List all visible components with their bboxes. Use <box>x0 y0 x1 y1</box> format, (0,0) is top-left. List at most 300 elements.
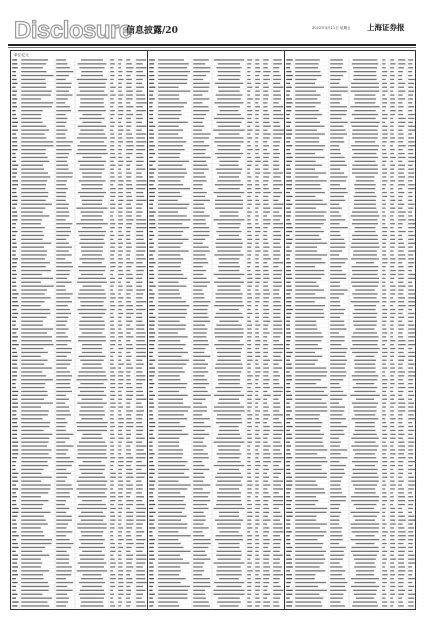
table-cell-text <box>247 301 251 302</box>
table-cell-text <box>273 293 279 294</box>
table-cell-text <box>82 367 103 368</box>
table-cell-text <box>81 543 103 544</box>
table-cell-text <box>398 126 404 127</box>
table-cell-text <box>12 321 16 322</box>
table-cell-text <box>149 465 154 466</box>
table-cell-text <box>21 71 46 72</box>
table-cell-text <box>273 235 281 236</box>
table-cell-text <box>273 262 283 263</box>
table-cell-text <box>295 219 326 220</box>
table-cell-text <box>21 574 43 575</box>
table-cell-text <box>247 91 250 92</box>
table-cell-text <box>352 403 378 404</box>
table-cell-text <box>21 360 47 361</box>
table-cell-text <box>193 231 210 232</box>
table-cell-text <box>350 348 379 349</box>
table-cell-text <box>118 445 121 446</box>
table-cell-text <box>330 527 342 528</box>
table-cell-text <box>126 367 133 368</box>
table-cell-text <box>12 578 16 579</box>
table-cell-text <box>286 227 292 228</box>
table-cell-text <box>255 445 259 446</box>
table-cell-text <box>12 352 17 353</box>
table-cell-text <box>398 75 402 76</box>
table-cell-text <box>136 153 142 154</box>
table-cell-text <box>330 598 343 599</box>
table-cell-text <box>217 98 241 99</box>
table-cell-text <box>136 523 143 524</box>
table-cell-text <box>408 477 414 478</box>
table-cell-text <box>136 543 144 544</box>
table-cell-text <box>118 332 123 333</box>
table-cell-text <box>158 598 187 599</box>
table-cell-text <box>149 484 154 485</box>
table-cell-text <box>263 434 269 435</box>
table-cell-text <box>118 219 123 220</box>
table-cell-text <box>110 348 113 349</box>
table-cell-text <box>136 410 144 411</box>
table-cell-text <box>247 461 250 462</box>
table-cell-text <box>12 375 17 376</box>
table-cell-text <box>390 83 394 84</box>
table-cell-text <box>330 504 340 505</box>
table-cell-text <box>408 79 415 80</box>
table-cell-text <box>390 231 395 232</box>
table-cell-text <box>21 527 41 528</box>
table-cell-text <box>193 477 205 478</box>
table-cell-text <box>136 539 145 540</box>
table-cell-text <box>408 227 416 228</box>
table-cell-text <box>390 344 394 345</box>
table-cell-text <box>12 406 18 407</box>
table-cell-text <box>118 235 123 236</box>
table-cell-text <box>158 594 187 595</box>
table-cell-text <box>193 157 210 158</box>
table-cell-text <box>273 570 280 571</box>
table-cell-text <box>193 309 207 310</box>
table-cell-text <box>330 231 340 232</box>
table-cell-text <box>118 574 123 575</box>
table-cell-text <box>330 223 339 224</box>
table-cell-text <box>110 169 114 170</box>
table-cell-text <box>12 481 18 482</box>
table-cell-text <box>193 98 209 99</box>
table-cell-text <box>255 122 258 123</box>
table-cell-text <box>136 504 144 505</box>
table-cell-text <box>295 434 324 435</box>
table-cell-text <box>295 594 319 595</box>
table-cell-text <box>56 551 66 552</box>
table-cell-text <box>295 289 324 290</box>
table-cell-text <box>158 286 186 287</box>
table-cell-text <box>126 527 132 528</box>
table-cell-text <box>255 566 260 567</box>
table-cell-text <box>110 516 115 517</box>
table-cell-text <box>286 356 291 357</box>
table-cell-text <box>78 504 106 505</box>
table-cell-text <box>118 98 122 99</box>
table-cell-text <box>149 395 155 396</box>
table-cell-text <box>255 254 259 255</box>
table-cell-text <box>255 98 259 99</box>
table-cell-text <box>247 184 252 185</box>
table-cell-text <box>398 309 403 310</box>
table-cell-text <box>110 262 116 263</box>
table-cell-text <box>390 133 394 134</box>
table-cell-text <box>286 566 293 567</box>
table-cell-text <box>295 403 326 404</box>
table-cell-text <box>110 130 113 131</box>
table-cell-text <box>193 512 204 513</box>
table-cell-text <box>136 367 142 368</box>
table-cell-text <box>149 67 154 68</box>
table-cell-text <box>352 293 377 294</box>
table-cell-text <box>255 406 258 407</box>
table-cell-text <box>136 371 142 372</box>
table-cell-text <box>273 395 281 396</box>
table-cell-text <box>398 172 404 173</box>
table-cell-text <box>118 387 123 388</box>
table-cell-text <box>295 262 325 263</box>
table-cell-text <box>110 496 115 497</box>
table-cell-text <box>12 484 16 485</box>
table-cell-text <box>408 153 413 154</box>
table-cell-text <box>398 516 405 517</box>
table-cell-text <box>79 465 106 466</box>
table-cell-text <box>110 336 114 337</box>
table-cell-text <box>21 208 45 209</box>
table-cell-text <box>77 570 108 571</box>
table-cell-text <box>136 551 142 552</box>
table-cell-text <box>136 137 145 138</box>
table-cell-text <box>247 449 250 450</box>
table-cell-text <box>56 445 73 446</box>
table-cell-text <box>56 282 71 283</box>
table-cell-text <box>263 348 267 349</box>
table-cell-text <box>136 309 145 310</box>
table-cell-text <box>56 344 67 345</box>
table-cell-text <box>118 547 123 548</box>
table-cell-text <box>263 223 270 224</box>
table-cell-text <box>330 496 346 497</box>
table-cell-text <box>136 211 142 212</box>
table-cell-text <box>273 270 282 271</box>
table-cell-text <box>56 449 68 450</box>
table-cell-text <box>382 227 387 228</box>
table-cell-text <box>77 496 106 497</box>
table-cell-text <box>330 87 347 88</box>
table-cell-text <box>56 594 67 595</box>
table-cell-text <box>390 208 395 209</box>
table-cell-text <box>118 87 122 88</box>
table-cell-text <box>263 75 269 76</box>
table-cell-text <box>56 457 70 458</box>
table-cell-text <box>295 582 326 583</box>
table-cell-text <box>56 301 72 302</box>
table-cell-text <box>330 79 341 80</box>
table-cell-text <box>390 535 394 536</box>
table-cell-text <box>193 543 211 544</box>
table-cell-text <box>247 410 250 411</box>
table-cell-text <box>56 379 70 380</box>
table-cell-text <box>149 605 153 606</box>
table-cell-text <box>390 461 394 462</box>
masthead <box>8 19 416 45</box>
table-cell-text <box>390 543 395 544</box>
table-cell-text <box>21 145 53 146</box>
table-cell-text <box>149 504 155 505</box>
table-cell-text <box>398 523 402 524</box>
table-cell-text <box>56 239 66 240</box>
table-cell-text <box>216 484 243 485</box>
table-cell-text <box>136 336 145 337</box>
table-cell-text <box>110 387 115 388</box>
table-cell-text <box>255 266 259 267</box>
table-cell-text <box>79 410 104 411</box>
table-cell-text <box>247 231 251 232</box>
table-cell-text <box>330 336 344 337</box>
table-cell-text <box>255 488 258 489</box>
table-cell-text <box>158 293 180 294</box>
table-cell-text <box>408 200 412 201</box>
table-cell-text <box>21 434 52 435</box>
table-cell-text <box>56 192 66 193</box>
table-cell-text <box>219 399 239 400</box>
table-cell-text <box>158 262 181 263</box>
table-cell-text <box>286 387 290 388</box>
table-cell-text <box>390 547 395 548</box>
table-cell-text <box>149 149 154 150</box>
table-cell-text <box>149 523 153 524</box>
table-cell-text <box>398 79 402 80</box>
table-cell-text <box>295 516 316 517</box>
table-cell-text <box>247 87 252 88</box>
table-cell-text <box>193 87 209 88</box>
table-cell-text <box>398 98 405 99</box>
table-cell-text <box>273 500 283 501</box>
table-cell-text <box>12 231 17 232</box>
table-cell-text <box>382 172 387 173</box>
table-cell-text <box>273 445 282 446</box>
table-cell-text <box>12 122 18 123</box>
table-cell-text <box>295 414 320 415</box>
table-cell-text <box>118 266 122 267</box>
table-cell-text <box>21 137 46 138</box>
table-cell-text <box>118 516 121 517</box>
table-cell-text <box>56 94 72 95</box>
table-cell-text <box>12 243 16 244</box>
table-cell-text <box>193 449 203 450</box>
table-cell-text <box>263 465 268 466</box>
table-cell-text <box>217 566 241 567</box>
table-cell-text <box>21 570 49 571</box>
table-cell-text <box>149 574 153 575</box>
table-cell-text <box>273 254 280 255</box>
table-cell-text <box>390 508 395 509</box>
table-cell-text <box>56 508 69 509</box>
table-cell-text <box>218 91 239 92</box>
table-cell-text <box>330 208 342 209</box>
table-cell-text <box>126 317 131 318</box>
table-cell-text <box>56 559 69 560</box>
table-cell-text <box>193 574 202 575</box>
table-cell-text <box>56 570 72 571</box>
table-cell-text <box>193 559 210 560</box>
table-cell-text <box>382 293 386 294</box>
table-cell-text <box>21 215 49 216</box>
table-cell-text <box>158 547 183 548</box>
table-cell-text <box>286 434 292 435</box>
table-cell-text <box>295 188 321 189</box>
table-cell-text <box>286 247 290 248</box>
table-cell-text <box>118 157 122 158</box>
table-cell-text <box>158 422 180 423</box>
table-cell-text <box>295 395 328 396</box>
table-cell-text <box>255 410 260 411</box>
table-cell-text <box>110 375 115 376</box>
table-cell-text <box>126 258 130 259</box>
table-cell-text <box>355 562 374 563</box>
table-cell-text <box>21 414 48 415</box>
table-cell-text <box>193 133 210 134</box>
table-cell-text <box>390 71 394 72</box>
table-cell-text <box>408 188 415 189</box>
table-cell-text <box>118 399 122 400</box>
table-cell-text <box>255 399 260 400</box>
table-cell-text <box>398 145 406 146</box>
table-cell-text <box>21 231 42 232</box>
table-cell-text <box>382 594 386 595</box>
table-cell-text <box>390 87 394 88</box>
table-cell-text <box>118 356 122 357</box>
table-cell-text <box>382 184 386 185</box>
table-cell-text <box>382 79 385 80</box>
table-cell-text <box>398 543 403 544</box>
table-cell-text <box>21 516 44 517</box>
table-cell-text <box>193 434 209 435</box>
table-cell-text <box>286 305 291 306</box>
table-cell-text <box>158 157 179 158</box>
table-cell-text <box>149 63 154 64</box>
table-cell-text <box>79 67 104 68</box>
table-cell-text <box>286 442 290 443</box>
table-cell-text <box>354 559 376 560</box>
table-cell-text <box>193 562 204 563</box>
table-cell-text <box>136 106 143 107</box>
table-cell-text <box>56 512 66 513</box>
table-cell-text <box>390 219 394 220</box>
table-cell-text <box>149 200 154 201</box>
table-cell-text <box>263 477 269 478</box>
table-cell-text <box>193 149 206 150</box>
table-cell-text <box>255 336 259 337</box>
table-cell-text <box>118 63 121 64</box>
table-cell-text <box>330 274 346 275</box>
table-cell-text <box>193 262 208 263</box>
table-cell-text <box>263 574 270 575</box>
table-cell-text <box>263 422 267 423</box>
table-cell-text <box>247 371 250 372</box>
table-cell-text <box>408 184 414 185</box>
table-cell-text <box>149 488 154 489</box>
table-cell-text <box>193 375 204 376</box>
table-cell-text <box>295 79 316 80</box>
table-cell-text <box>12 399 17 400</box>
table-cell-text <box>390 406 394 407</box>
table-cell-text <box>408 141 414 142</box>
table-cell-text <box>193 211 204 212</box>
table-cell-text <box>126 426 133 427</box>
table-cell-text <box>110 192 115 193</box>
table-cell-text <box>76 422 107 423</box>
table-cell-text <box>118 406 123 407</box>
table-cell-text <box>136 262 143 263</box>
table-cell-text <box>12 328 18 329</box>
table-cell-text <box>273 344 283 345</box>
table-cell-text <box>21 165 43 166</box>
table-cell-text <box>149 539 155 540</box>
table-cell-text <box>382 250 386 251</box>
table-cell-text <box>295 340 321 341</box>
table-cell-text <box>255 293 260 294</box>
table-cell-text <box>295 176 318 177</box>
table-cell-text <box>330 438 339 439</box>
table-cell-text <box>263 453 270 454</box>
table-cell-text <box>21 176 50 177</box>
table-cell-text <box>79 477 105 478</box>
table-cell-text <box>382 336 386 337</box>
table-cell-text <box>193 79 203 80</box>
table-cell-text <box>330 523 339 524</box>
table-cell-text <box>12 371 17 372</box>
table-cell-text <box>126 133 132 134</box>
table-cell-text <box>247 208 250 209</box>
table-cell-text <box>12 387 16 388</box>
table-cell-text <box>118 270 123 271</box>
newspaper-logo: 上海证券报 <box>367 23 405 32</box>
table-cell-text <box>110 578 116 579</box>
table-rows-graphic <box>11 50 148 610</box>
table-cell-text <box>110 383 115 384</box>
table-cell-text <box>79 169 104 170</box>
table-cell-text <box>158 196 182 197</box>
table-cell-text <box>110 149 114 150</box>
table-cell-text <box>408 438 414 439</box>
table-cell-text <box>408 527 414 528</box>
table-cell-text <box>355 430 376 431</box>
table-cell-text <box>12 403 18 404</box>
table-cell-text <box>118 133 122 134</box>
table-cell-text <box>136 219 146 220</box>
table-cell-text <box>263 418 268 419</box>
table-cell-text <box>263 67 268 68</box>
table-cell-text <box>390 102 395 103</box>
table-cell-text <box>255 352 260 353</box>
table-cell-text <box>255 309 258 310</box>
table-cell-text <box>354 71 376 72</box>
table-cell-text <box>21 130 49 131</box>
table-cell-text <box>78 340 106 341</box>
table-cell-text <box>330 395 347 396</box>
table-cell-text <box>214 282 244 283</box>
table-cell-text <box>136 559 146 560</box>
table-cell-text <box>193 422 204 423</box>
table-cell-text <box>77 426 107 427</box>
table-cell-text <box>390 477 393 478</box>
table-cell-text <box>263 243 268 244</box>
table-cell-text <box>330 492 342 493</box>
table-cell-text <box>78 371 105 372</box>
